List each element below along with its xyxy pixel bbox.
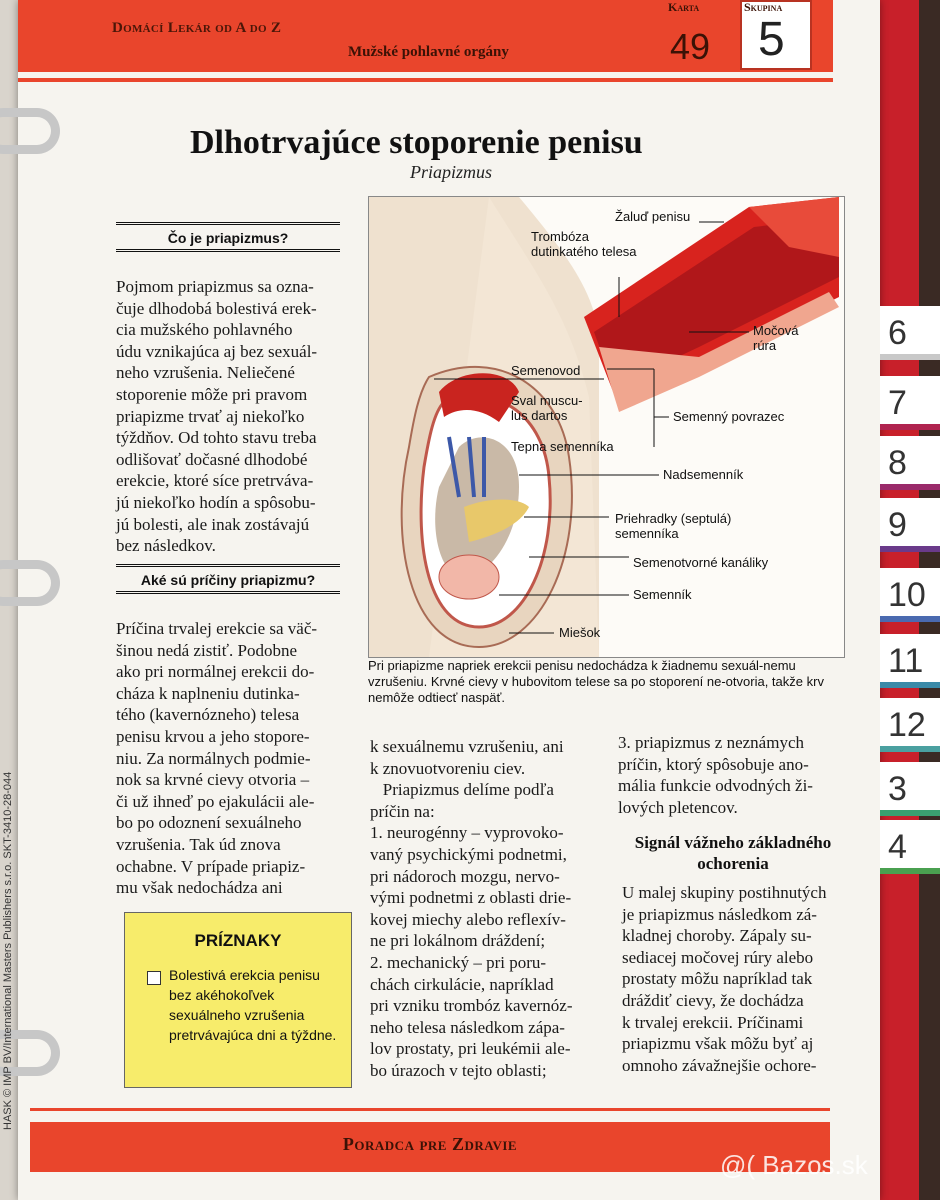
- text-line: Pojmom priapizmus sa ozna-: [116, 277, 314, 296]
- text-line: mália funkcie odvodných ži-: [618, 776, 813, 796]
- text-line: údu vznikajúca aj bez sexuál-: [116, 341, 318, 361]
- text-line: týždňov. Od tohto stavu treba: [116, 428, 317, 448]
- text-line: stoporenie môže pri pravom: [116, 384, 308, 404]
- text-line: ochabne. V prípade priapiz-: [116, 856, 306, 876]
- text-line: Priapizmus delíme podľa: [370, 780, 554, 800]
- section-heading-causes: Aké sú príčiny priapizmu?: [116, 564, 340, 594]
- text-line: lov prostaty, pri leukémii ale-: [370, 1039, 571, 1059]
- index-tab[interactable]: 4: [880, 820, 940, 874]
- symptoms-title: PRÍZNAKY: [194, 931, 282, 950]
- index-tab[interactable]: 6: [880, 306, 940, 360]
- copyright-text: HASK © IMP BV/International Masters Publishers s.r.o. SKT-3410-28-044: [2, 771, 14, 1130]
- text-line: priapizme trvať aj niekoľko: [116, 406, 305, 426]
- category-title: Mužské pohlavné orgány: [348, 44, 509, 60]
- text-line: dráždiť cievy, že dochádza: [622, 990, 804, 1010]
- text-line: k sexuálnemu vzrušeniu, ani: [370, 737, 564, 756]
- group-label: Skupina: [744, 0, 783, 14]
- label-septula: Priehradky (septulá) semenníka: [615, 511, 732, 541]
- section-text-causes: [116, 618, 356, 899]
- text-line: sediacej močovej rúry alebo: [622, 947, 814, 967]
- footer-title: Poradca pre Zdravie: [342, 1134, 518, 1154]
- column-two-text: [370, 736, 610, 1082]
- text-line: bo úrazoch v tejto oblasti;: [370, 1060, 547, 1080]
- footer-divider: [30, 1108, 830, 1111]
- text-line: ako pri normálnej erekcii do-: [116, 662, 315, 682]
- text-line: bo po odoznení sexuálneho: [116, 813, 302, 833]
- text-line: chách cirkulácie, napríklad: [370, 974, 554, 994]
- text-line: či už ihneď po ejakulácii ale-: [116, 791, 315, 811]
- anatomy-drawing: [369, 197, 844, 657]
- text-line: tého (kavernózneho) telesa: [116, 705, 300, 725]
- text-line: pri vzniku trombóz kavernóz-: [370, 996, 573, 1016]
- text-line: čuje dlhodobá bolestivá erek-: [116, 298, 317, 318]
- text-line: neho vzrušenia. Neliečené: [116, 363, 295, 383]
- text-line: cháza k naplneniu dutinka-: [116, 683, 300, 703]
- text-line: erekcie, ktoré síce pretrváva-: [116, 471, 314, 491]
- text-line: penisu krvou a jeho stopore-: [116, 726, 310, 746]
- section-heading-what: Čo je priapizmus?: [116, 222, 340, 252]
- label-vas-deferens: Semenovod: [511, 363, 581, 378]
- checkbox-icon: [147, 971, 161, 985]
- label-seminiferous: Semenotvorné kanáliky: [633, 555, 769, 570]
- article-title: Dlhotrvajúce stoporenie penisu: [190, 124, 643, 161]
- text-line: vaný psychickými podnetmi,: [370, 844, 567, 864]
- label-thrombosis: Trombóza dutinkatého telesa: [531, 229, 637, 259]
- text-line: príčin, ktorý spôsobuje ano-: [618, 754, 809, 774]
- label-scrotum: Miešok: [559, 625, 601, 640]
- column-three-heading: Signál vážneho základného ochorenia: [634, 833, 832, 873]
- label-spermatic-cord: Semenný povrazec: [673, 409, 785, 424]
- column-three-text-bottom: [622, 882, 854, 1076]
- copyright-notice: [0, 640, 14, 1140]
- text-line: neho telesa následkom zápa-: [370, 1017, 565, 1037]
- text-line: jú niekoľko hodín a spôsobu-: [116, 492, 316, 512]
- symptoms-box: [124, 912, 352, 1088]
- column-three-text-top: [618, 732, 848, 818]
- anatomy-illustration: [368, 196, 845, 658]
- text-line: mu však nedochádza ani: [116, 878, 283, 898]
- binder-ring-middle: [0, 560, 60, 606]
- text-line: kladnej choroby. Zápaly su-: [622, 926, 812, 946]
- illustration-caption: Pri priapizme napriek erekcii penisu nedochádza k žiadnemu sexuál-nemu vzrušeniu. Krvné cievy v hubovitom telese sa po stoporení ne-otvoria, takže krv nemôže odtiecť naspäť.: [368, 658, 824, 705]
- text-line: 3. priapizmus z neznámych: [618, 733, 804, 752]
- label-glans: Žaluď penisu: [615, 209, 691, 224]
- text-line: pri nádoroch mozgu, nervo-: [370, 866, 560, 886]
- page-footer: [30, 1122, 830, 1172]
- label-epididymis: Nadsemenník: [663, 467, 744, 482]
- index-tab[interactable]: 10: [880, 568, 940, 622]
- text-line: priapizmu však môžu byť aj: [622, 1034, 814, 1054]
- text-line: je priapizmus následkom zá-: [622, 904, 817, 924]
- text-line: 1. neurogénny – vyprovoko-: [370, 823, 564, 843]
- article-subtitle: Priapizmus: [410, 162, 493, 182]
- text-line: U malej skupiny postihnutých: [622, 883, 827, 902]
- text-line: cia mužského pohlavného: [116, 320, 293, 340]
- text-line: odlišovať dočasné dlhodobé: [116, 449, 308, 469]
- text-line: kovej miechy alebo reflexív-: [370, 909, 566, 929]
- card-number: 49: [670, 26, 711, 67]
- text-line: jú bolesti, ale inak zostávajú: [116, 514, 310, 534]
- symptom-item: Bolestivá erekcia penisu bez akéhokoľvek sexuálneho vzrušenia pretrvávajúca dni a týždne.: [169, 967, 337, 1043]
- card-label: Karta: [668, 0, 700, 14]
- text-line: príčin na:: [370, 801, 435, 821]
- text-line: bez následkov.: [116, 536, 216, 556]
- label-dartos: Sval muscu- lus dartos: [511, 393, 583, 423]
- index-tab[interactable]: 3: [880, 762, 940, 816]
- text-line: omnoho závažnejšie ochore-: [622, 1055, 817, 1075]
- group-number: 5: [758, 13, 785, 66]
- text-line: nok sa krvné cievy otvoria –: [116, 770, 310, 790]
- text-line: vzrušenia. Tak úd znova: [116, 834, 281, 854]
- header-divider: [18, 78, 833, 82]
- text-line: lových pletencov.: [618, 797, 738, 817]
- text-line: niu. Za normálnych podmie-: [116, 748, 311, 768]
- index-tab[interactable]: 12: [880, 698, 940, 752]
- text-line: 2. mechanický – pri poru-: [370, 952, 547, 972]
- index-tab[interactable]: 8: [880, 436, 940, 490]
- text-line: k znovuotvoreniu ciev.: [370, 758, 526, 778]
- text-line: prostaty môžu napríklad tak: [622, 969, 813, 989]
- index-tab[interactable]: 9: [880, 498, 940, 552]
- binder-ring-top: [0, 108, 60, 154]
- label-urethra: Močová rúra: [753, 323, 799, 353]
- text-line: vými podnetmi z oblasti drie-: [370, 888, 572, 908]
- index-tab[interactable]: 7: [880, 376, 940, 430]
- index-tab[interactable]: 11: [880, 634, 940, 688]
- text-line: ne pri lokálnom dráždení;: [370, 931, 546, 951]
- section-text-what: [116, 276, 356, 557]
- label-testicular-artery: Tepna semenníka: [511, 439, 614, 454]
- text-line: k trvalej erekcii. Príčinami: [622, 1012, 804, 1032]
- watermark: @( Bazos.sk: [720, 1150, 868, 1180]
- series-title: Domácí Lekár od A do Z: [112, 20, 282, 36]
- label-testis: Semenník: [633, 587, 692, 602]
- text-line: Príčina trvalej erekcie sa väč-: [116, 619, 318, 638]
- text-line: šinou nedá zistiť. Podobne: [116, 640, 298, 660]
